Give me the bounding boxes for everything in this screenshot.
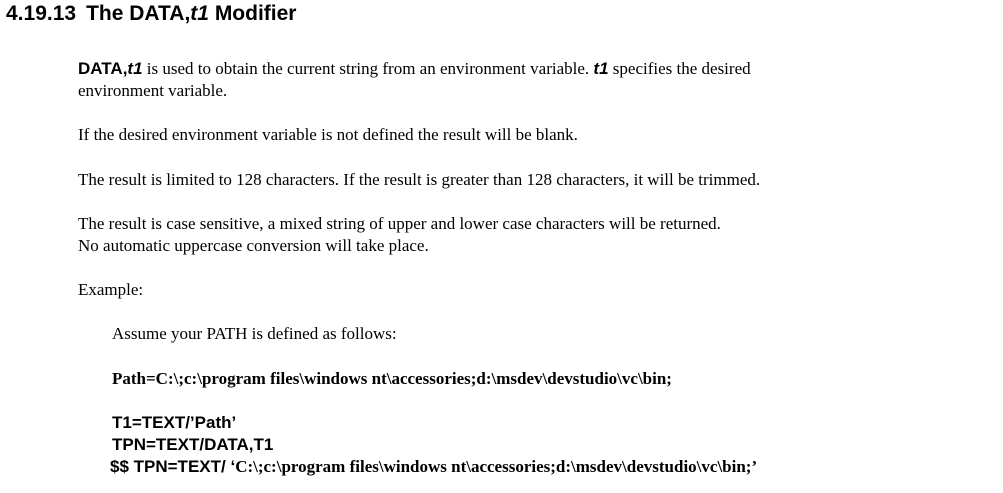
paragraph-undefined-variable: If the desired environment variable is not defined the result will be blank. — [78, 125, 578, 144]
keyword-var-inline: t1 — [593, 59, 609, 78]
section-title-var: t1 — [190, 2, 209, 25]
keyword-data: DATA, — [78, 59, 128, 78]
section-number: 4.19.13 — [6, 2, 77, 25]
code-line-tpn: TPN=TEXT/DATA,T1 — [112, 435, 274, 454]
keyword-var: t1 — [127, 59, 143, 78]
example-path-definition: Path=C:\;c:\program files\windows nt\accessories;d:\msdev\devstudio\vc\bin; — [112, 369, 672, 388]
paragraph-data-description — [78, 58, 751, 102]
section-heading — [6, 1, 296, 27]
section-title-prefix: The DATA, — [86, 2, 191, 25]
paragraph-line: The result is case sensitive, a mixed string of upper and lower case characters will be returned. — [78, 214, 721, 233]
paragraph-length-limit: The result is limited to 128 characters. If the result is greater than 128 characters, it will be trimmed. — [78, 170, 761, 189]
paragraph-line-2: No automatic uppercase conversion will take place. — [78, 236, 429, 255]
paragraph-line-2: environment variable. — [78, 81, 228, 100]
example-label: Example: — [78, 280, 144, 299]
example-intro: Assume your PATH is defined as follows: — [112, 324, 397, 343]
code-result-value: C:\;c:\program files\windows nt\accessories;d:\msdev\devstudio\vc\bin;’ — [235, 457, 758, 476]
code-result-prefix: $$ TPN=TEXT/ ‘ — [110, 457, 236, 476]
paragraph-case-sensitivity — [78, 213, 721, 257]
paragraph-line — [78, 58, 751, 80]
code-line-result — [110, 456, 757, 478]
section-title-suffix: Modifier — [208, 2, 297, 25]
paragraph-text: is used to obtain the current string from an environment variable. — [142, 59, 594, 78]
paragraph-text-end: specifies the desired — [608, 59, 751, 78]
code-line-t1: T1=TEXT/’Path’ — [112, 413, 237, 432]
